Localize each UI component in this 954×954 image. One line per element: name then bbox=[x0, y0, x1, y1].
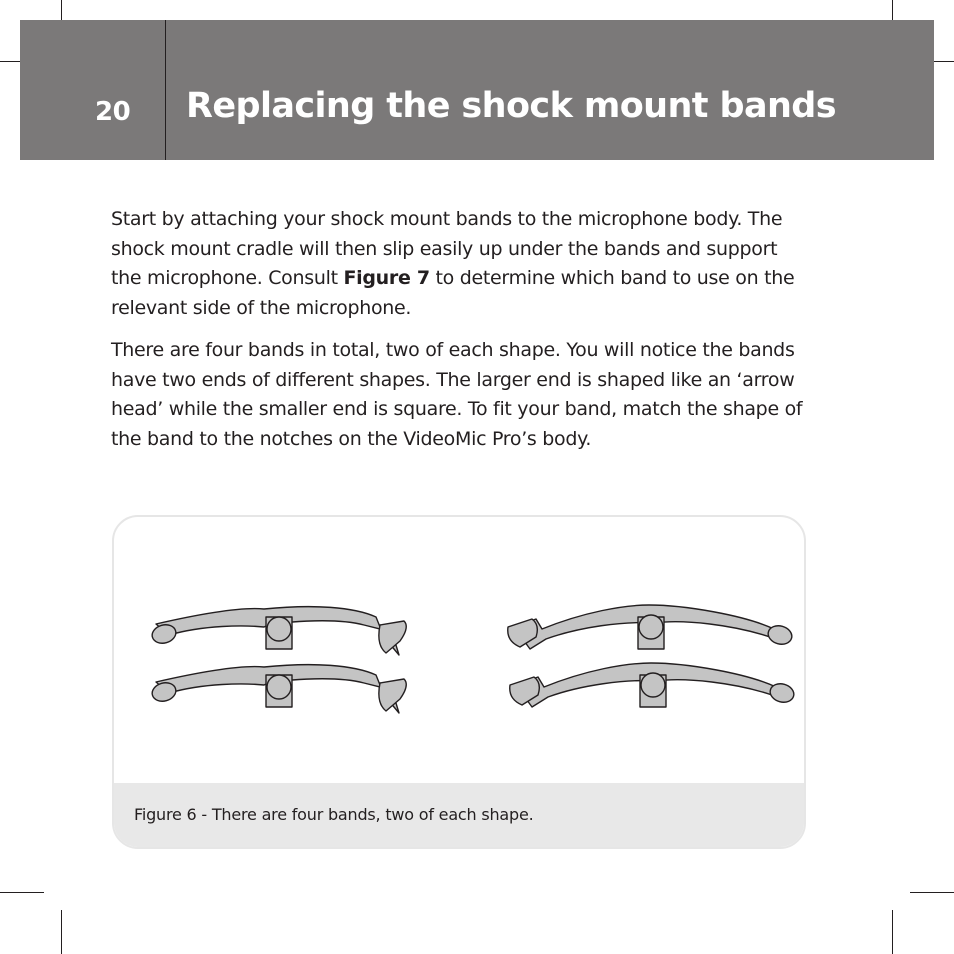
band-shape-b-bottom bbox=[510, 663, 796, 707]
paragraph-1-text-end: to determine which band to use on the relevant side of the microphone. bbox=[111, 267, 795, 319]
paragraph-2: There are four bands in total, two of each shape. You will notice the bands have two ends of different shapes. The larger end is shaped like an ‘arrow head’ while the smaller end is square. To fit your band, match the shape of the band to the notches on the VideoMic Pro’s body. bbox=[111, 339, 803, 450]
figure-reference: Figure 7 bbox=[343, 267, 430, 289]
figure-caption: Figure 6 - There are four bands, two of each shape. bbox=[134, 805, 534, 824]
header-divider bbox=[165, 20, 166, 160]
crop-mark bbox=[910, 892, 954, 893]
band-shape-b-top bbox=[508, 605, 794, 649]
paragraph-1-text: Start by attaching your shock mount bands to the microphone body. The shock mount cradle will then slip easily up under the bands and support the microphone. Consult bbox=[111, 208, 783, 289]
crop-mark bbox=[0, 892, 44, 893]
crop-mark bbox=[892, 910, 893, 954]
paragraph-1 bbox=[111, 205, 811, 323]
shock-mount-bands-illustration bbox=[114, 517, 806, 783]
page-title: Replacing the shock mount bands bbox=[186, 86, 836, 126]
body-text bbox=[111, 205, 811, 467]
page-number: 20 bbox=[95, 97, 131, 127]
band-shape-a-top bbox=[150, 607, 406, 655]
figure-6 bbox=[112, 515, 806, 849]
crop-mark bbox=[61, 910, 62, 954]
band-shape-a-bottom bbox=[150, 665, 406, 713]
figure-caption-bar bbox=[114, 783, 804, 849]
